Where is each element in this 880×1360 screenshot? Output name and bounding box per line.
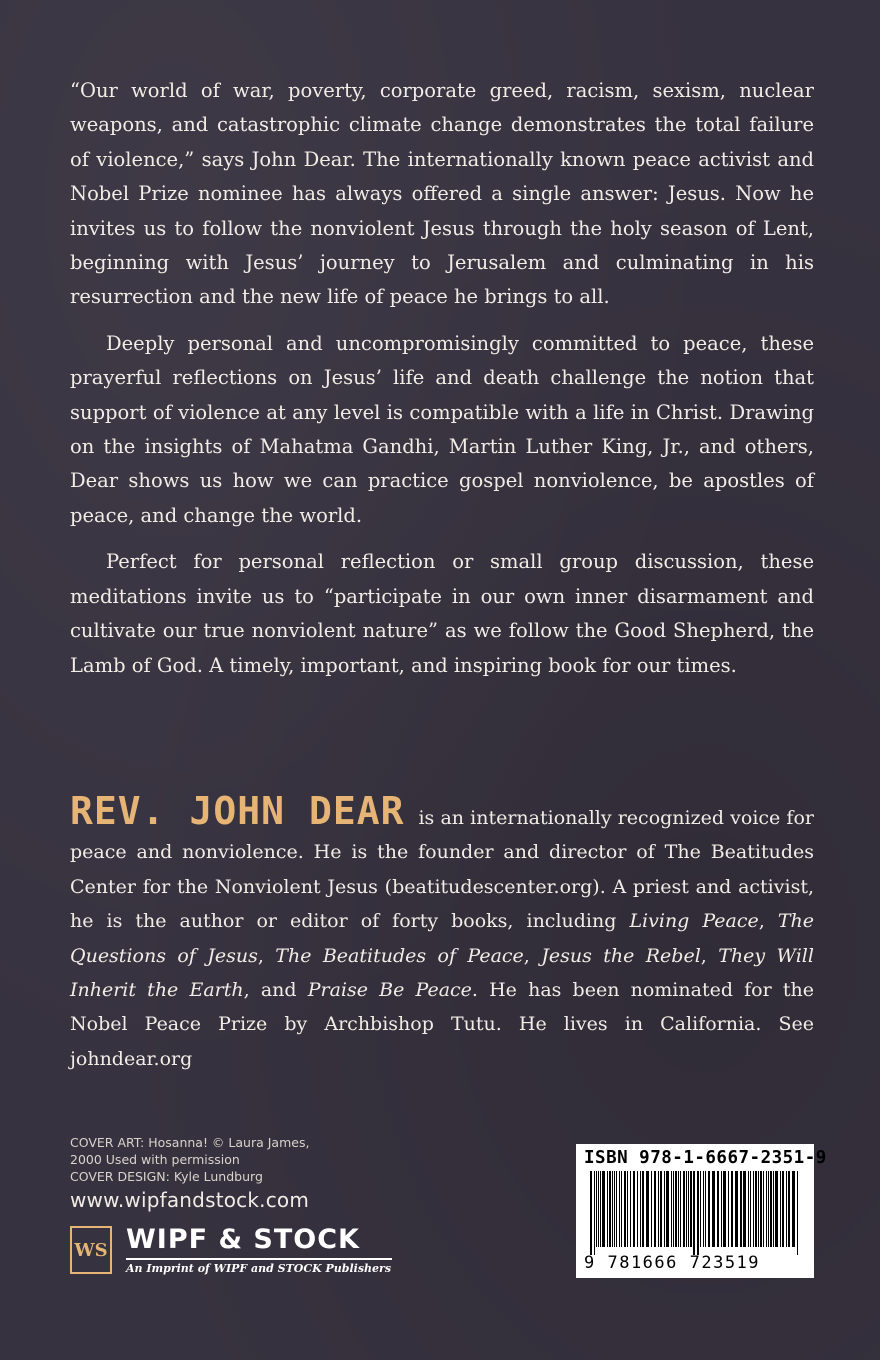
- barcode-bar: [748, 1171, 749, 1247]
- isbn-label: ISBN 978-1-6667-2351-9: [584, 1148, 827, 1168]
- publisher-logo-icon: WS: [70, 1226, 112, 1274]
- barcode-bar: [780, 1171, 781, 1247]
- book-title-living-peace: Living Peace: [629, 910, 759, 933]
- barcode-bar: [797, 1171, 798, 1255]
- barcode-bar: [717, 1171, 719, 1247]
- bio-sep-1: ,: [758, 910, 778, 933]
- bio-text-2: . He has been nominated for the Nobel Peace Prize by Archbishop Tutu. He lives in California. See johndear.org: [70, 979, 814, 1070]
- book-title-questions-of-jesus: The Questions of Jesus: [70, 910, 814, 967]
- barcode-bar: [646, 1171, 649, 1247]
- barcode-bar: [637, 1171, 638, 1247]
- barcode-bars: [584, 1171, 806, 1255]
- bio-sep-2: ,: [257, 944, 276, 967]
- book-title-beatitudes-of-peace: The Beatitudes of Peace: [275, 944, 524, 967]
- barcode-bar: [700, 1171, 701, 1247]
- book-title-jesus-the-rebel: Jesus the Rebel: [541, 944, 701, 967]
- barcode-bar: [642, 1171, 644, 1247]
- barcode-bar: [673, 1171, 674, 1247]
- barcode-bar: [766, 1171, 767, 1247]
- book-title-inherit-the-earth: They Will Inherit the Earth: [70, 944, 814, 1002]
- barcode-bar: [612, 1171, 613, 1247]
- barcode-bar: [782, 1171, 784, 1247]
- publisher-website: www.wipfandstock.com: [70, 1188, 310, 1212]
- barcode-bar: [658, 1171, 659, 1247]
- barcode-bar: [616, 1171, 617, 1247]
- bio-sep-3: ,: [523, 944, 542, 967]
- barcode-bar: [607, 1171, 608, 1247]
- barcode-bar: [723, 1171, 726, 1247]
- barcode-bar: [678, 1171, 679, 1247]
- barcode-bar: [640, 1171, 641, 1247]
- bio-sep-4: ,: [700, 944, 719, 967]
- blurb-paragraph-2: Deeply personal and uncompromisingly committed to peace, these prayerful reflections on Jesus’ life and death challenge the notion that support of violence at any level is compatible with a life in Christ. Drawing on the insights of Mahatma Gandhi, Martin Luther King, Jr., and others, Dear shows us how we can practice gospel nonviolence, be apostles of peace, and change the world.: [70, 331, 814, 527]
- barcode-bar: [602, 1171, 605, 1247]
- barcode-bar: [703, 1171, 704, 1247]
- barcode-bar: [775, 1171, 778, 1247]
- credit-permission: 2000 Used with permission: [70, 1152, 240, 1167]
- bio-sep-5: , and: [243, 979, 308, 1002]
- barcode-bar: [708, 1171, 710, 1247]
- credit-cover-art: COVER ART: Hosanna! © Laura James,: [70, 1135, 310, 1150]
- barcode-bar: [705, 1171, 706, 1247]
- bio-text-1: is an internationally recognized voice for peace and nonviolence. He is the founder and director of The Beatitudes Center for the Nonviolent Jesus (beatitudescenter.org). A priest and activist, he is the author or editor of forty books, including: [70, 807, 814, 933]
- barcode-bar: [675, 1171, 677, 1247]
- barcode-bar: [666, 1171, 669, 1247]
- cover-credits: [70, 1134, 430, 1185]
- barcode-bar: [731, 1171, 733, 1247]
- barcode-bar: [788, 1171, 790, 1247]
- barcode-bar: [651, 1171, 652, 1247]
- publisher-name: WIPF & STOCK: [126, 1224, 360, 1255]
- barcode-bar: [688, 1171, 689, 1247]
- barcode-bar: [590, 1171, 592, 1255]
- barcode-bar: [654, 1171, 656, 1247]
- barcode-bar: [621, 1171, 622, 1247]
- barcode-bar: [768, 1171, 769, 1247]
- barcode-bar: [740, 1171, 742, 1247]
- blurb-paragraph-3: Perfect for personal reflection or small group discussion, these meditations invite us to “participate in our own inner disarmament and cultivate our true nonviolent nature” as we follow the Good Shepherd, the Lamb of God. A timely, important, and inspiring book for our times.: [70, 550, 814, 677]
- barcode-bar: [773, 1171, 774, 1247]
- barcode-bar: [633, 1171, 635, 1247]
- barcode-bar: [660, 1171, 662, 1247]
- barcode-bar: [614, 1171, 615, 1247]
- barcode-bar: [596, 1171, 597, 1247]
- barcode-bar: [750, 1171, 751, 1247]
- barcode-bar: [760, 1171, 762, 1247]
- barcode-bar: [598, 1171, 599, 1247]
- publisher-divider: [126, 1258, 392, 1260]
- author-bio: [70, 789, 814, 1076]
- barcode-bar: [609, 1171, 611, 1247]
- barcode-bar: [758, 1171, 759, 1247]
- barcode-bar: [728, 1171, 729, 1247]
- blurb-paragraph-1: “Our world of war, poverty, corporate greed, racism, sexism, nuclear weapons, and catastrophic climate change demonstrates the total failure of violence,” says John Dear. The internationally known peace activist and Nobel Prize nominee has always offered a single answer: Jesus. Now he invites us to follow the nonviolent Jesus through the holy season of Lent, beginning with Jesus’ journey to Jerusalem and culminating in his resurrection and the new life of peace he brings to all.: [70, 79, 814, 309]
- barcode-bar: [664, 1171, 665, 1247]
- barcode-bar: [686, 1171, 687, 1247]
- barcode-bar: [735, 1171, 738, 1247]
- barcode-bar: [770, 1171, 772, 1247]
- barcode-bar: [683, 1171, 685, 1247]
- barcode-bar: [630, 1171, 631, 1247]
- back-cover-blurb: [70, 74, 814, 695]
- barcode-bar: [743, 1171, 746, 1247]
- barcode-bar: [721, 1171, 722, 1247]
- barcode-bar: [712, 1171, 715, 1247]
- credit-cover-design: COVER DESIGN: Kyle Lundburg: [70, 1169, 263, 1184]
- barcode-bar: [624, 1171, 626, 1247]
- barcode-bar: [594, 1171, 595, 1255]
- barcode-bar: [786, 1171, 787, 1247]
- barcode-bar: [627, 1171, 628, 1247]
- barcode-bar: [680, 1171, 681, 1247]
- barcode-bar: [753, 1171, 754, 1247]
- isbn-barcode: [576, 1144, 827, 1278]
- publisher-tagline: An Imprint of WIPF and STOCK Publishers: [126, 1262, 392, 1275]
- author-name: REV. JOHN DEAR: [70, 789, 405, 833]
- barcode-bar: [671, 1171, 672, 1247]
- barcode-digits: 9 781666 723519: [584, 1253, 761, 1273]
- barcode-bar: [600, 1171, 601, 1247]
- book-title-praise-be-peace: Praise Be Peace: [307, 979, 472, 1002]
- barcode-bar: [792, 1171, 795, 1247]
- barcode-bar: [755, 1171, 757, 1247]
- barcode-bar: [693, 1171, 695, 1255]
- barcode-bar: [763, 1171, 764, 1247]
- barcode-bar: [690, 1171, 692, 1247]
- barcode-bar: [697, 1171, 699, 1255]
- barcode-bar: [619, 1171, 620, 1247]
